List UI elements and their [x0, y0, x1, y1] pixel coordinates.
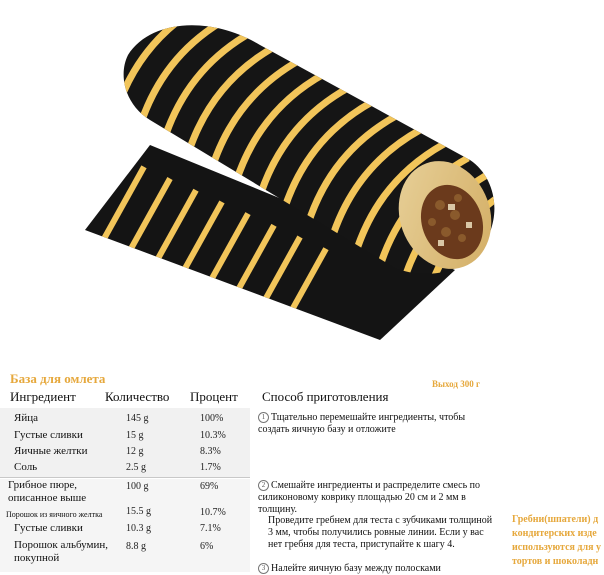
table-row: Порошок альбумин, покупной — [14, 539, 109, 564]
table-row: Густые сливки — [14, 522, 83, 534]
side-note-line: тортов и шоколадн — [512, 556, 599, 567]
side-note — [512, 513, 604, 569]
step-number-icon: 2 — [258, 480, 269, 491]
mat-stripe — [18, 155, 118, 335]
mat-stripe — [44, 167, 144, 347]
table-cell-pct: 7.1% — [200, 523, 221, 534]
method-step — [258, 412, 498, 436]
header-method: Способ приготовления — [262, 389, 389, 404]
table-cell-qty: 10.3 g — [126, 523, 151, 534]
table-row: Порошок из яичного желтка — [6, 510, 103, 519]
table-cell-qty: 15 g — [126, 430, 144, 441]
method-step — [268, 515, 498, 551]
table-row: Соль — [14, 461, 38, 473]
table-cell-qty: 12 g — [126, 446, 144, 457]
table-cell-pct: 69% — [200, 481, 219, 492]
side-note-line: Гребни(шпатели) д — [512, 514, 599, 525]
mat-stripe — [0, 132, 66, 312]
step-text: Смешайте ингредиенты и распределите смесь по силиконовому коврику площадью 20 см и 2 мм в толщину. — [258, 480, 481, 515]
table-cell-qty: 100 g — [126, 481, 149, 492]
mat-stripe — [0, 120, 40, 300]
step-text: Проведите гребнем для теста с зубчиками толщиной 3 мм, чтобы получились ровные линии. Если у вас нет гребня для теста, приступайте к шагу 4. — [268, 515, 493, 550]
table-row: Яичные желтки — [14, 445, 88, 457]
header-ingredient: Ингредиент — [10, 389, 76, 404]
table-row: Густые сливки — [14, 429, 83, 441]
step-text: Тщательно перемешайте ингредиенты, чтобы создать яичную базу и отложите — [258, 412, 466, 435]
step-text: Налейте яичную базу между полосками — [271, 563, 441, 574]
mat-stripe — [0, 143, 92, 323]
method-step — [258, 480, 498, 516]
header-quantity: Количество — [105, 389, 170, 404]
table-cell-qty: 2.5 g — [126, 462, 146, 473]
table-cell-pct: 10.7% — [200, 507, 226, 518]
yield-label: Выход 300 г — [432, 379, 481, 389]
header-percent: Процент — [190, 389, 238, 404]
method-step — [258, 563, 498, 575]
step-number-icon: 1 — [258, 412, 269, 423]
table-row: Грибное пюре, описанное выше — [8, 479, 87, 504]
table-cell-pct: 10.3% — [200, 430, 226, 441]
table-cell-pct: 1.7% — [200, 462, 221, 473]
table-cell-pct: 8.3% — [200, 446, 221, 457]
step-number-icon: 3 — [258, 563, 269, 574]
table-cell-pct: 100% — [200, 413, 224, 424]
side-note-line: кондитерских изде — [512, 528, 597, 539]
table-cell-qty: 15.5 g — [126, 506, 151, 517]
table-cell-qty: 145 g — [126, 413, 149, 424]
table-row: Яйца — [14, 412, 38, 424]
table-cell-qty: 8.8 g — [126, 541, 146, 552]
side-note-line: используются для у — [512, 542, 602, 553]
recipe-section-title: База для омлета — [10, 371, 106, 386]
table-divider — [0, 477, 250, 478]
table-cell-pct: 6% — [200, 541, 214, 552]
